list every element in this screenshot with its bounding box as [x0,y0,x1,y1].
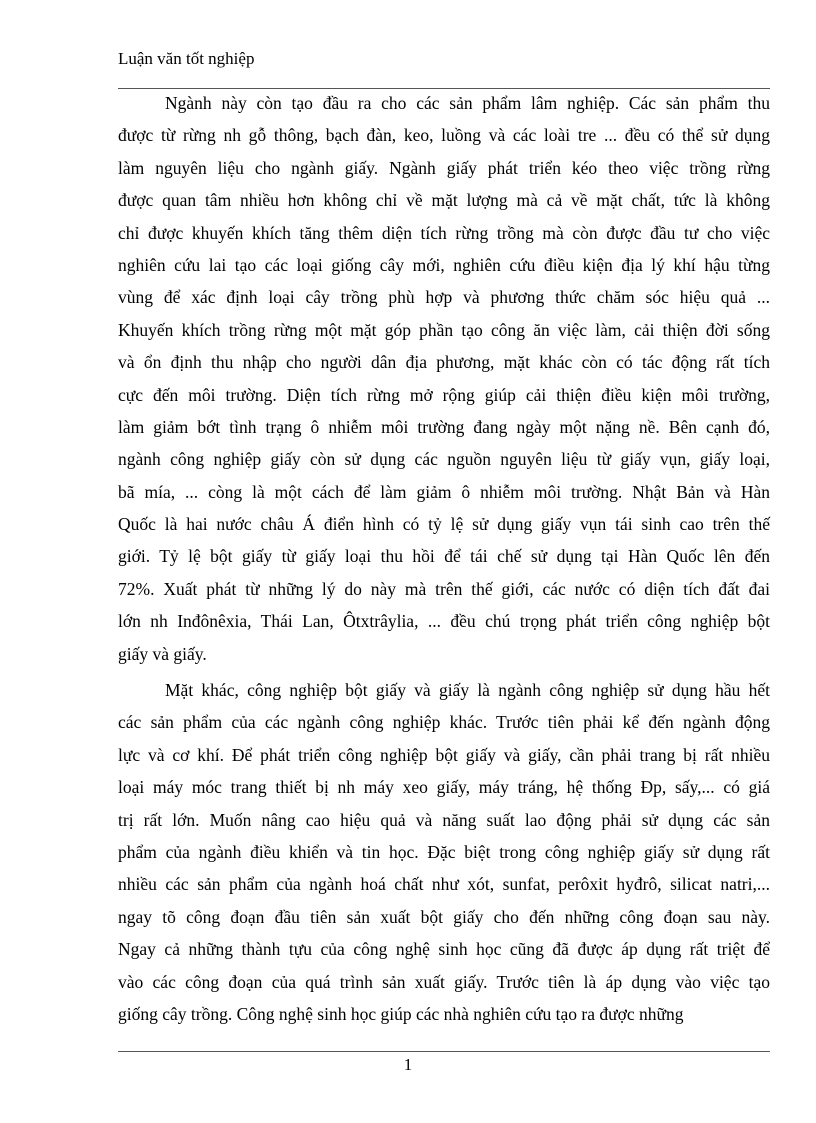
text-line: Quốc là hai nước châu Á điển hình có tỷ lệ sử dụng giấy vụn tái sinh cao trên thế [118,514,770,535]
text-line: vùng để xác định loại cây trồng phù hợp và phương thức chăm sóc hiệu quả ... [118,287,770,308]
text-line: phẩm của ngành điều khiển và tin học. Đặc biệt trong công nghiệp giấy sử dụng rất [118,841,770,862]
running-header: Luận văn tốt nghiệp [118,49,255,68]
text-line: làm giảm bớt tình trạng ô nhiễm môi trường đang ngày một nặng nề. Bên cạnh đó, [118,416,770,437]
text-line: Mặt khác, công nghiệp bột giấy và giấy là ngành công nghiệp sử dụng hầu hết [165,680,770,700]
text-line: Ngay cả những thành tựu của công nghệ sinh học cũng đã được áp dụng rất triệt để [118,939,770,960]
text-line: lực và cơ khí. Để phát triển công nghiệp bột giấy và giấy, cần phải trang bị rất nhiều [118,744,770,765]
text-line: giới. Tỷ lệ bột giấy từ giấy loại thu hồi để tái chế sử dụng tại Hàn Quốc lên đến [118,546,770,567]
page-number: 1 [403,1055,413,1074]
text-line: và ổn định thu nhập cho người dân địa phương, mặt khác còn có tác động rất tích [118,352,770,373]
text-line: loại máy móc trang thiết bị nh máy xeo giấy, máy tráng, hệ thống Đp, sấy,... có giá [118,777,770,798]
text-line: ngành công nghiệp giấy còn sử dụng các nguồn nguyên liệu từ giấy vụn, giấy loại, [118,449,770,470]
text-line: Khuyến khích trồng rừng một mặt góp phần tạo công ăn việc làm, cải thiện đời sống [118,319,770,340]
text-line: làm nguyên liệu cho ngành giấy. Ngành giấy phát triển kéo theo việc trồng rừng [118,157,770,178]
text-line: được từ rừng nh gỗ thông, bạch đàn, keo, luồng và các loài tre ... đều có thể sử dụng [118,125,770,146]
text-line: 72%. Xuất phát từ những lý do này mà trên thế giới, các nước có diện tích đất đai [118,578,770,599]
text-line: lớn nh Inđônêxia, Thái Lan, Ôtxtrâylia, ... đều chú trọng phát triển công nghiệp bột [118,611,770,632]
text-line: vào các công đoạn của quá trình sản xuất giấy. Trước tiên là áp dụng vào việc tạo [118,971,770,992]
text-line: Ngành này còn tạo đầu ra cho các sản phẩm lâm nghiệp. Các sản phẩm thu [165,93,770,113]
text-line: được quan tâm nhiều hơn không chỉ về mặt lượng mà cả về mặt chất, tức là không [118,190,770,211]
footer-rule [118,1051,770,1052]
text-line: nhiều các sản phẩm của ngành hoá chất như xót, sunfat, perôxit hyđrô, silicat natri,... [118,874,770,895]
text-line: ngay tõ công đoạn đầu tiên sản xuất bột giấy cho đến những công đoạn sau này. [118,906,770,927]
text-line: nghiên cứu lai tạo các loại giống cây mới, nghiên cứu điều kiện địa lý khí hậu từng [118,254,770,275]
paragraph-1 [118,87,770,670]
text-line: trị rất lớn. Muốn nâng cao hiệu quả và năng suất lao động phải sử dụng các sản [118,809,770,830]
paragraph-2 [118,674,770,1030]
text-line: giấy và giấy. [118,643,207,664]
text-line: chỉ được khuyến khích tăng thêm diện tích rừng trồng mà còn được đầu tư cho việc [118,222,770,243]
text-line: các sản phẩm của các ngành công nghiệp khác. Trước tiên phải kể đến ngành động [118,712,770,733]
text-line: bã mía, ... còng là một cách để làm giảm ô nhiễm môi trường. Nhật Bản và Hàn [118,481,770,502]
text-line: cực đến môi trường. Diện tích rừng mở rộng giúp cải thiện điều kiện môi trường, [118,384,770,405]
text-line: giống cây trồng. Công nghệ sinh học giúp các nhà nghiên cứu tạo ra được những [118,1003,684,1024]
